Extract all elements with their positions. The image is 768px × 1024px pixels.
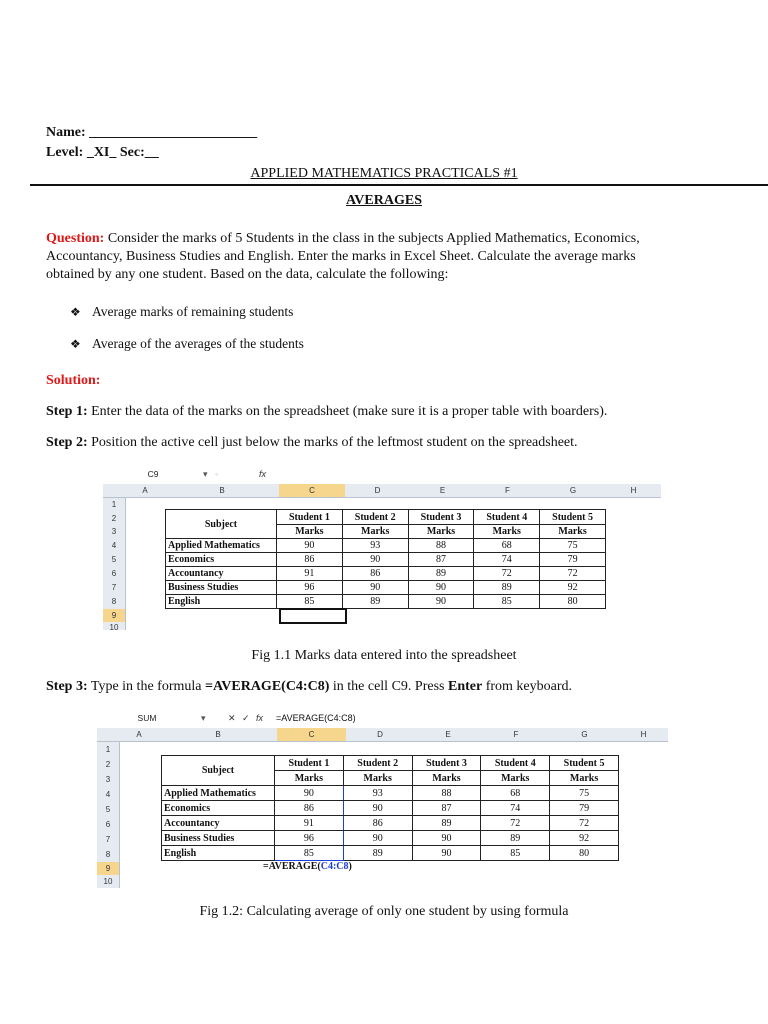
select-all-corner[interactable]: [97, 728, 119, 742]
question-line-3: obtained by any one student. Based on the data, calculate the following:: [46, 267, 449, 282]
marks-table: [165, 509, 606, 609]
mark-cell[interactable]: 79: [550, 801, 619, 816]
mark-cell[interactable]: 91: [277, 567, 343, 581]
page-title: APPLIED MATHEMATICS PRACTICALS #1: [250, 166, 518, 181]
formula-input[interactable]: =AVERAGE(C4:C8): [276, 713, 356, 723]
mark-cell[interactable]: 90: [277, 539, 343, 553]
name-line: [46, 124, 257, 142]
question-line-1: Consider the marks of 5 Students in the class in the subjects Applied Mathematics, Economics,: [107, 231, 640, 246]
mark-cell[interactable]: 75: [540, 539, 606, 553]
mark-cell[interactable]: 89: [412, 816, 481, 831]
column-header[interactable]: A: [125, 484, 165, 498]
column-header[interactable]: A: [119, 728, 159, 742]
row-header[interactable]: 5: [103, 553, 126, 567]
step-1-label: Step 1:: [46, 404, 88, 419]
table-row: [166, 581, 606, 595]
page-subtitle: AVERAGES: [346, 193, 422, 208]
table-row: [166, 553, 606, 567]
cancel-icon[interactable]: ✕: [228, 713, 236, 723]
subject-header[interactable]: Subject: [162, 756, 275, 786]
marks-label[interactable]: Marks: [412, 771, 481, 786]
row-header[interactable]: 10: [97, 875, 120, 888]
mark-cell[interactable]: 90: [412, 846, 481, 861]
mark-cell[interactable]: 88: [412, 786, 481, 801]
dropdown-arrow-icon[interactable]: ▾: [203, 469, 208, 479]
subject-cell[interactable]: Applied Mathematics: [162, 786, 275, 801]
mark-cell[interactable]: 72: [481, 816, 550, 831]
question-paragraph: [46, 230, 746, 284]
row-header[interactable]: 7: [97, 832, 120, 847]
mark-cell[interactable]: 72: [550, 816, 619, 831]
mark-cell[interactable]: 91: [275, 816, 344, 831]
mark-cell[interactable]: 90: [343, 801, 412, 816]
student-header[interactable]: Student 4: [481, 756, 550, 771]
column-header[interactable]: C: [277, 728, 346, 742]
mark-cell[interactable]: 85: [277, 595, 343, 609]
mark-cell[interactable]: 87: [412, 801, 481, 816]
row-header[interactable]: 3: [103, 525, 126, 539]
mark-cell[interactable]: 92: [550, 831, 619, 846]
mark-cell[interactable]: 90: [408, 581, 474, 595]
diamond-bullet-icon: ❖: [70, 337, 81, 351]
table-row: [162, 786, 619, 801]
formula-suffix: ): [348, 861, 352, 872]
mark-cell[interactable]: 74: [481, 801, 550, 816]
name-box[interactable]: SUM: [137, 713, 157, 723]
spreadsheet-figure-2: [97, 710, 668, 888]
marks-label[interactable]: Marks: [275, 771, 344, 786]
column-header[interactable]: C: [279, 484, 345, 498]
level-line: Level: _XI_ Sec:__: [46, 145, 159, 160]
bullet-item: [70, 336, 304, 352]
solution-label: Solution:: [46, 373, 101, 388]
row-header[interactable]: 8: [97, 847, 120, 862]
subject-cell[interactable]: English: [166, 595, 277, 609]
student-header[interactable]: Student 3: [408, 510, 474, 525]
row-header[interactable]: 4: [97, 787, 120, 802]
marks-label[interactable]: Marks: [342, 525, 408, 539]
mark-cell[interactable]: 93: [343, 786, 412, 801]
mark-cell[interactable]: 89: [408, 567, 474, 581]
bullet-text: Average marks of remaining students: [92, 304, 294, 319]
row-header[interactable]: 1: [103, 498, 126, 512]
student-header[interactable]: Student 5: [540, 510, 606, 525]
marks-label[interactable]: Marks: [277, 525, 343, 539]
separator-icon: ◦: [215, 469, 219, 479]
cell-formula-c9[interactable]: [263, 861, 352, 872]
table-row: [162, 801, 619, 816]
subject-cell[interactable]: Economics: [166, 553, 277, 567]
name-blank: ________________________: [89, 125, 258, 140]
column-header[interactable]: B: [165, 484, 279, 498]
mark-cell[interactable]: 80: [540, 595, 606, 609]
mark-cell[interactable]: 85: [481, 846, 550, 861]
subject-cell[interactable]: Business Studies: [162, 831, 275, 846]
subject-cell[interactable]: English: [162, 846, 275, 861]
marks-label[interactable]: Marks: [408, 525, 474, 539]
mark-cell[interactable]: 93: [342, 539, 408, 553]
marks-label[interactable]: Marks: [540, 525, 606, 539]
student-header[interactable]: Student 3: [412, 756, 481, 771]
bullet-text: Average of the averages of the students: [92, 336, 304, 351]
marks-label[interactable]: Marks: [481, 771, 550, 786]
figure-caption-1: Fig 1.1 Marks data entered into the spreadsheet: [251, 648, 517, 663]
row-header[interactable]: 5: [97, 802, 120, 817]
student-header[interactable]: Student 2: [343, 756, 412, 771]
mark-cell[interactable]: 68: [481, 786, 550, 801]
enter-check-icon[interactable]: ✓: [242, 713, 250, 723]
mark-cell[interactable]: 79: [540, 553, 606, 567]
question-line-2: Accountancy, Business Studies and English. Enter the marks in Excel Sheet. Calculate the average marks: [46, 249, 636, 264]
mark-cell[interactable]: 85: [275, 846, 344, 861]
marks-label[interactable]: Marks: [550, 771, 619, 786]
student-header[interactable]: Student 5: [550, 756, 619, 771]
mark-cell[interactable]: 92: [540, 581, 606, 595]
mark-cell[interactable]: 89: [481, 831, 550, 846]
step-3-formula: =AVERAGE(C4:C8): [204, 679, 330, 694]
column-header[interactable]: G: [550, 728, 619, 742]
step-2-text: Position the active cell just below the marks of the leftmost student on the spreadsheet.: [91, 435, 578, 450]
column-header[interactable]: D: [346, 728, 414, 742]
mark-cell[interactable]: 90: [343, 831, 412, 846]
header-divider: [30, 184, 768, 186]
bullet-item: [70, 304, 293, 320]
row-header[interactable]: 9: [103, 609, 126, 622]
table-row: [162, 816, 619, 831]
subject-header[interactable]: Subject: [166, 510, 277, 539]
formula-prefix: =AVERAGE(: [263, 861, 321, 872]
mark-cell[interactable]: 89: [343, 846, 412, 861]
step-2-label: Step 2:: [46, 435, 88, 450]
select-all-corner[interactable]: [103, 484, 125, 498]
mark-cell[interactable]: 74: [474, 553, 540, 567]
table-row: [166, 595, 606, 609]
name-label: Name:: [46, 125, 86, 140]
step-2: [46, 434, 578, 452]
mark-cell[interactable]: 86: [277, 553, 343, 567]
formula-bar: [97, 710, 668, 729]
row-header[interactable]: 4: [103, 539, 126, 553]
table-row: [166, 539, 606, 553]
question-label: Question:: [46, 231, 105, 246]
mark-cell[interactable]: 72: [474, 567, 540, 581]
subject-cell[interactable]: Economics: [162, 801, 275, 816]
mark-cell[interactable]: 75: [550, 786, 619, 801]
spreadsheet-figure-1: [103, 466, 661, 630]
name-box[interactable]: C9: [147, 469, 159, 479]
row-header[interactable]: 6: [103, 567, 126, 581]
row-header[interactable]: 3: [97, 772, 120, 787]
column-header[interactable]: G: [540, 484, 606, 498]
row-header[interactable]: 9: [97, 862, 120, 875]
mark-cell[interactable]: 86: [343, 816, 412, 831]
student-header[interactable]: Student 4: [474, 510, 540, 525]
student-header[interactable]: Student 2: [342, 510, 408, 525]
mark-cell[interactable]: 89: [342, 595, 408, 609]
mark-cell[interactable]: 89: [474, 581, 540, 595]
mark-cell[interactable]: 85: [474, 595, 540, 609]
figure-caption-2: Fig 1.2: Calculating average of only one student by using formula: [199, 904, 569, 919]
table-row: [162, 831, 619, 846]
table-row: [162, 846, 619, 861]
mark-cell[interactable]: 86: [342, 567, 408, 581]
fx-icon[interactable]: fx: [256, 713, 264, 723]
column-header[interactable]: D: [345, 484, 410, 498]
column-header[interactable]: H: [606, 484, 661, 498]
formula-bar: [103, 466, 661, 485]
mark-cell[interactable]: 90: [342, 553, 408, 567]
column-header[interactable]: B: [159, 728, 277, 742]
step-3-text-c: from keyboard.: [482, 679, 573, 694]
step-3: [46, 678, 572, 696]
row-header[interactable]: 1: [97, 742, 120, 757]
column-header[interactable]: F: [475, 484, 540, 498]
table-row: [166, 567, 606, 581]
mark-cell[interactable]: 72: [540, 567, 606, 581]
column-header[interactable]: H: [619, 728, 668, 742]
column-header[interactable]: F: [482, 728, 550, 742]
column-header[interactable]: E: [414, 728, 482, 742]
row-header[interactable]: 8: [103, 595, 126, 609]
active-cell-c9[interactable]: [279, 608, 347, 624]
diamond-bullet-icon: ❖: [70, 305, 81, 319]
subject-cell[interactable]: Accountancy: [166, 567, 277, 581]
subject-cell[interactable]: Accountancy: [162, 816, 275, 831]
mark-cell[interactable]: 90: [412, 831, 481, 846]
mark-cell[interactable]: 88: [408, 539, 474, 553]
column-header[interactable]: E: [410, 484, 475, 498]
student-header[interactable]: Student 1: [277, 510, 343, 525]
fx-icon[interactable]: fx: [259, 469, 267, 479]
formula-range-ref: C4:C8: [320, 861, 349, 872]
step-3-text-b: in the cell C9. Press: [329, 679, 448, 694]
mark-cell[interactable]: 87: [408, 553, 474, 567]
marks-label[interactable]: Marks: [474, 525, 540, 539]
marks-table: [161, 755, 619, 861]
mark-cell[interactable]: 90: [342, 581, 408, 595]
row-header[interactable]: 2: [103, 512, 126, 525]
dropdown-arrow-icon[interactable]: ▾: [201, 713, 206, 723]
student-header[interactable]: Student 1: [275, 756, 344, 771]
row-header[interactable]: 6: [97, 817, 120, 832]
mark-cell[interactable]: 90: [408, 595, 474, 609]
mark-cell[interactable]: 90: [275, 786, 344, 801]
step-1-text: Enter the data of the marks on the spreadsheet (make sure it is a proper table with boarders).: [91, 404, 608, 419]
subject-cell[interactable]: Applied Mathematics: [166, 539, 277, 553]
mark-cell[interactable]: 96: [275, 831, 344, 846]
row-header[interactable]: 2: [97, 757, 120, 772]
mark-cell[interactable]: 96: [277, 581, 343, 595]
mark-cell[interactable]: 68: [474, 539, 540, 553]
mark-cell[interactable]: 80: [550, 846, 619, 861]
step-3-enter: Enter: [447, 679, 483, 694]
step-3-label: Step 3:: [46, 679, 88, 694]
subject-cell[interactable]: Business Studies: [166, 581, 277, 595]
mark-cell[interactable]: 86: [275, 801, 344, 816]
step-3-text-a: Type in the formula: [90, 679, 205, 694]
marks-label[interactable]: Marks: [343, 771, 412, 786]
row-header[interactable]: 10: [103, 622, 126, 630]
step-1: [46, 403, 607, 421]
row-header[interactable]: 7: [103, 581, 126, 595]
